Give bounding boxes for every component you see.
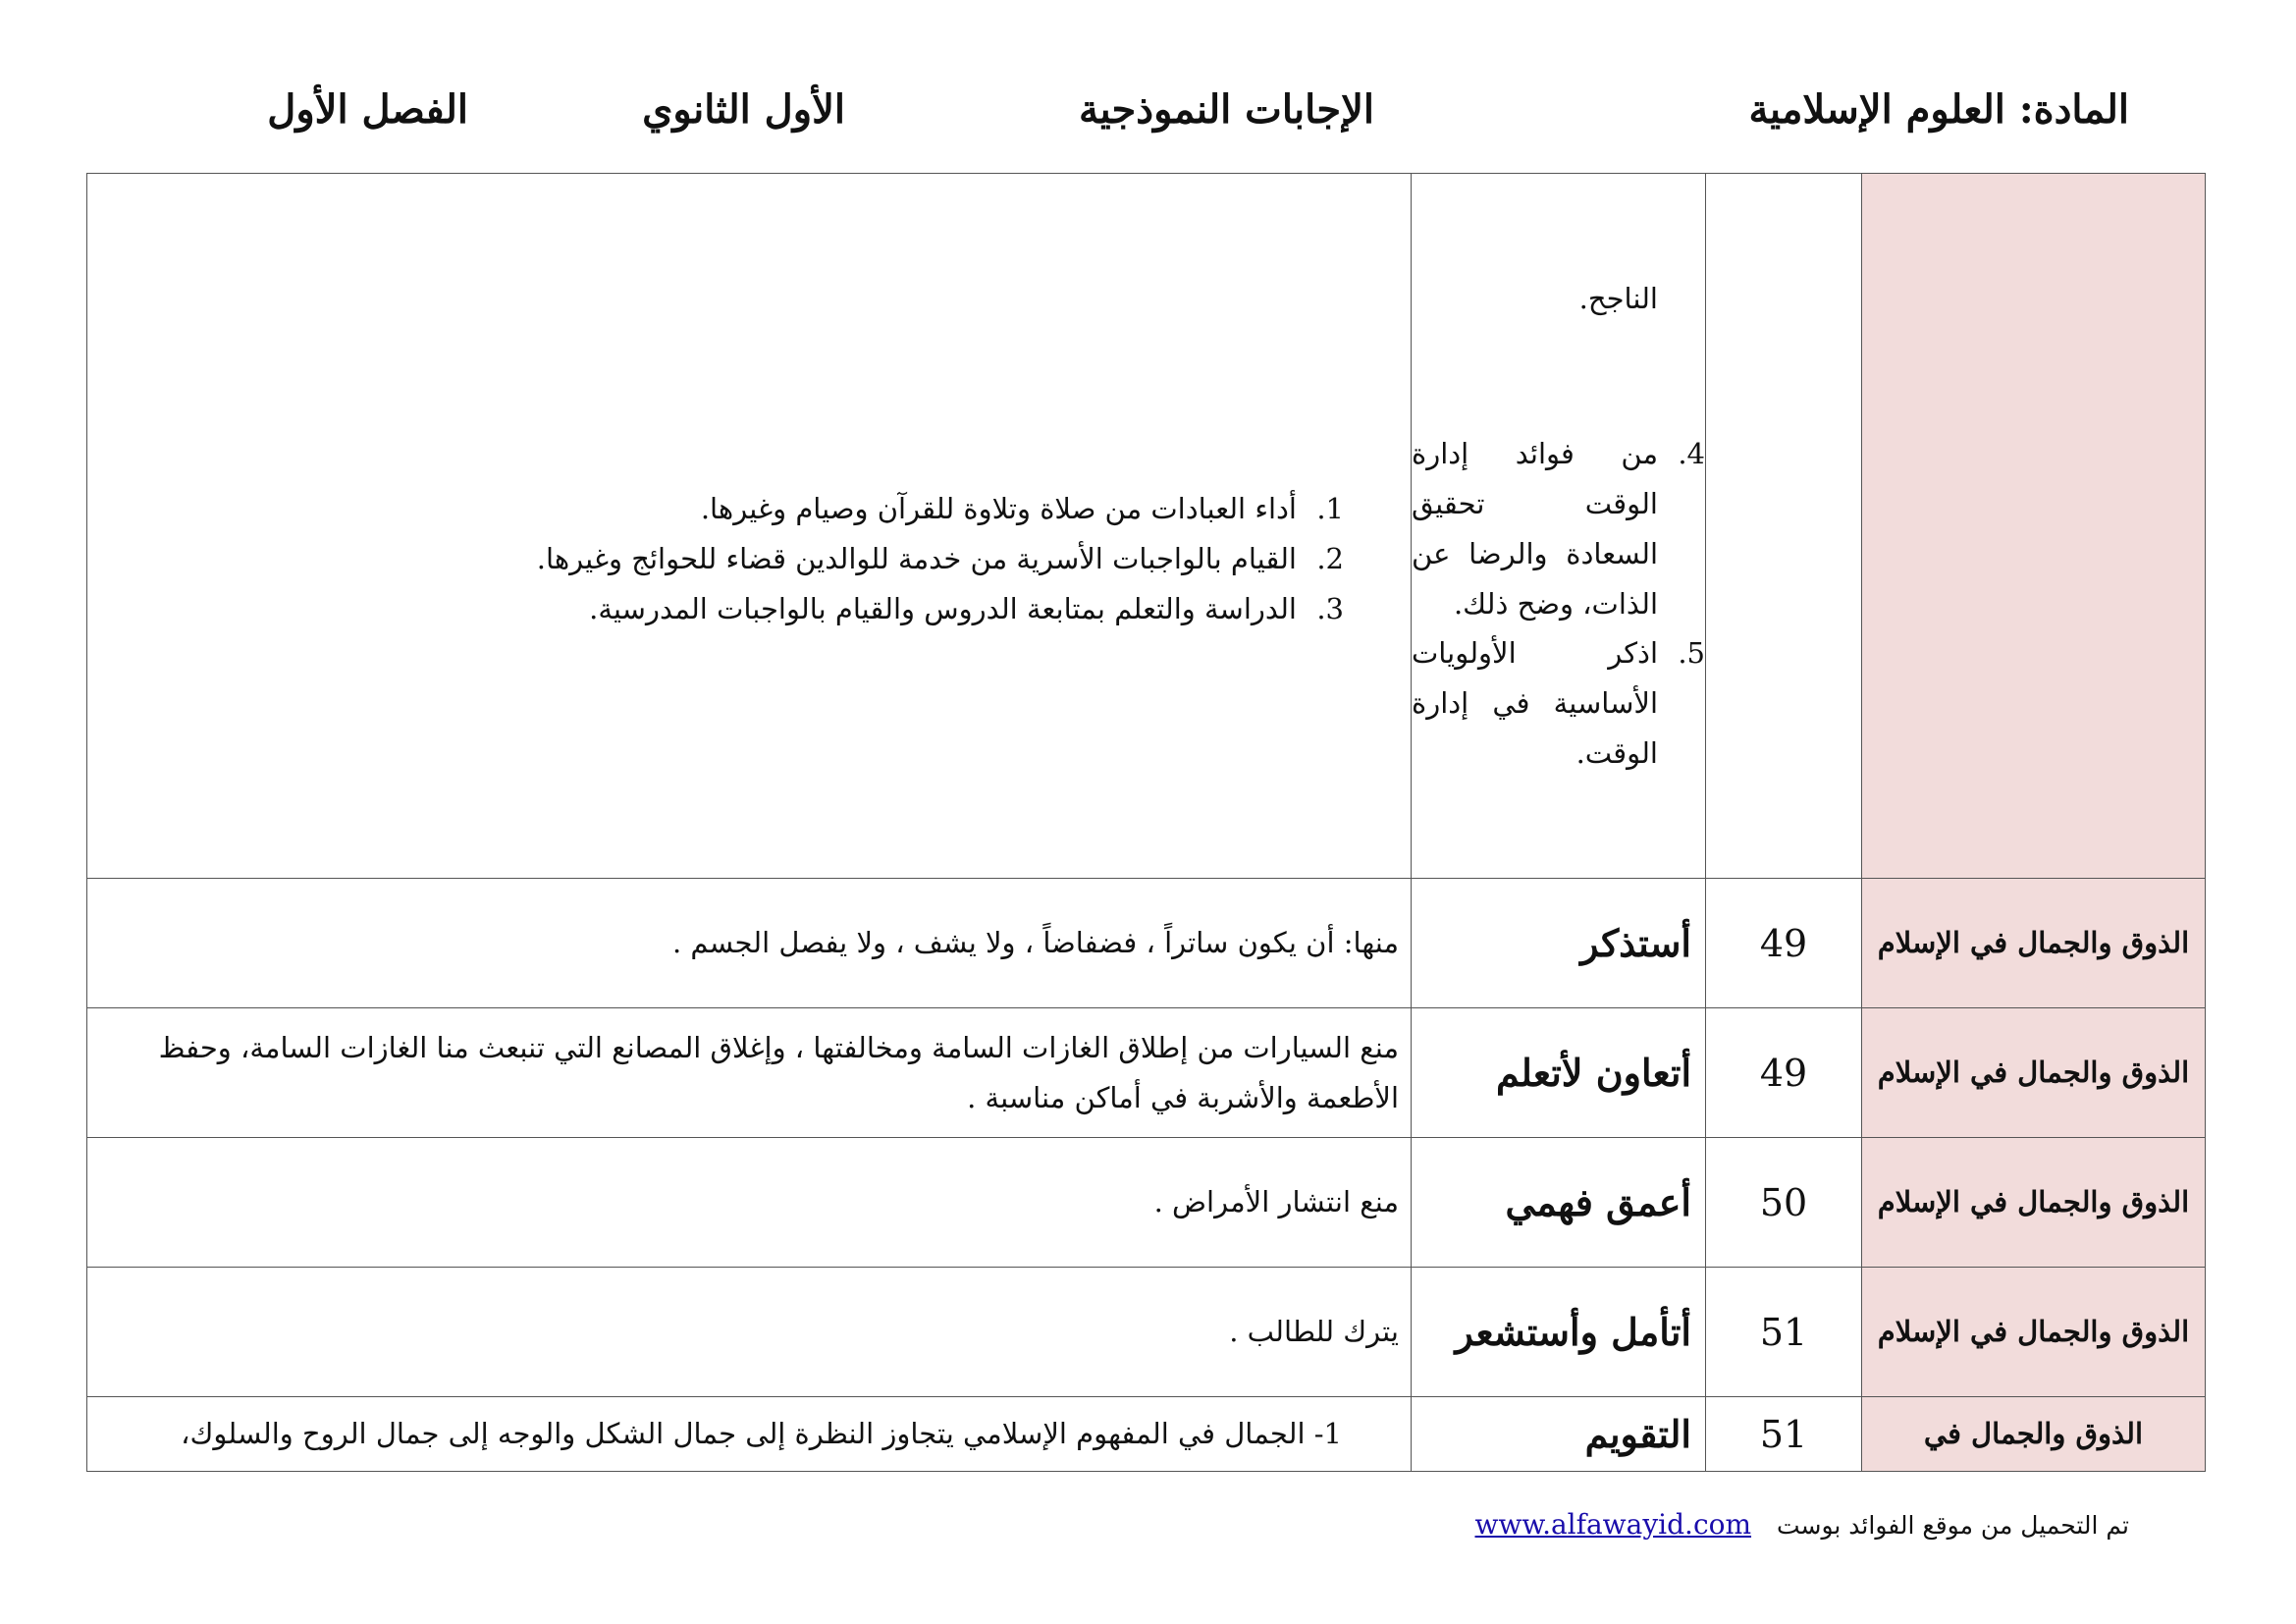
page-number-cell: 51 [1706,1268,1862,1397]
page-header [0,86,2296,155]
lesson-cell: الذوق والجمال في الإسلام [1862,1268,2206,1397]
page-cell-empty [1706,174,1862,879]
question-text: من فوائد إدارة الوقت تحقيق السعادة والرضا عن الذات، وضح ذلك. [1412,437,1658,621]
lesson-cell: الذوق والجمال في الإسلام [1862,1008,2206,1138]
answer-item [107,534,1344,584]
semester-label: الفصل الأول [267,86,468,133]
question-text: اذكر الأولويات الأساسية في إدارة الوقت. [1412,636,1658,770]
activity-cell: أتعاون لأتعلم [1412,1008,1706,1138]
table-row [87,1008,2206,1138]
footer-text: تم التحميل من موقع الفوائد بوست [1776,1511,2129,1540]
answer-number: 3. [1316,591,1344,625]
answer-number: 2. [1316,542,1344,576]
table-row [87,1138,2206,1268]
lesson-cell: الذوق والجمال في الإسلام [1862,1138,2206,1268]
answer-text: القيام بالواجبات الأسرية من خدمة للوالدين قضاء للحوائج وغيرها. [536,542,1297,576]
grade-label: الأول الثانوي [642,86,845,133]
activity-cell: أتأمل وأستشعر [1412,1268,1706,1397]
question-item [1412,429,1705,628]
answer-cell: يترك للطالب . [87,1268,1412,1397]
page-number-cell: 50 [1706,1138,1862,1268]
answers-table [86,173,2206,1472]
activity-cell: التقويم [1412,1397,1706,1472]
lesson-cell: الذوق والجمال في الإسلام [1862,879,2206,1008]
answer-cell: 1- الجمال في المفهوم الإسلامي يتجاوز النظرة إلى جمال الشكل والوجه إلى جمال الروح والسلوك، [87,1397,1412,1472]
question-prev-line: الناجح. [1578,281,1658,315]
activity-cell: أعمق فهمي [1412,1138,1706,1268]
answer-cell: منع انتشار الأمراض . [87,1138,1412,1268]
answer-number: 1. [1316,492,1344,526]
question-number: 5. [1678,636,1705,671]
question-item [1412,628,1705,778]
table-row [87,1268,2206,1397]
page-number-cell: 51 [1706,1397,1862,1472]
answer-cell: منها: أن يكون ساتراً ، فضفاضاً ، ولا يشف ، ولا يفصل الجسم . [87,879,1412,1008]
answer-cell: منع السيارات من إطلاق الغازات السامة ومخالفتها ، وإغلاق المصانع التي تنبعث منا الغازات السامة، وحفظ الأطعمة والأشربة في أماكن مناسبة . [87,1008,1412,1138]
activity-cell: أستذكر [1412,879,1706,1008]
questions-cell [1412,174,1706,879]
answer-text: أداء العبادات من صلاة وتلاوة للقرآن وصيام وغيرها. [700,492,1297,526]
table-row-top [87,174,2206,879]
lesson-cell: الذوق والجمال في [1862,1397,2206,1472]
table-row [87,1397,2206,1472]
answers-list-cell [87,174,1412,879]
website-link[interactable]: www.alfawayid.com [1474,1508,1752,1541]
answer-text: الدراسة والتعلم بمتابعة الدروس والقيام بالواجبات المدرسية. [589,591,1297,625]
page-number-cell: 49 [1706,879,1862,1008]
subject-title: المادة: العلوم الإسلامية [1748,86,2129,133]
question-number: 4. [1678,437,1705,471]
answer-item [107,484,1344,534]
document-title: الإجابات النموذجية [1079,86,1374,133]
footer [1475,1508,2130,1541]
lesson-cell-empty [1862,174,2206,879]
answer-item [107,584,1344,634]
page-number-cell: 49 [1706,1008,1862,1138]
table-row [87,879,2206,1008]
